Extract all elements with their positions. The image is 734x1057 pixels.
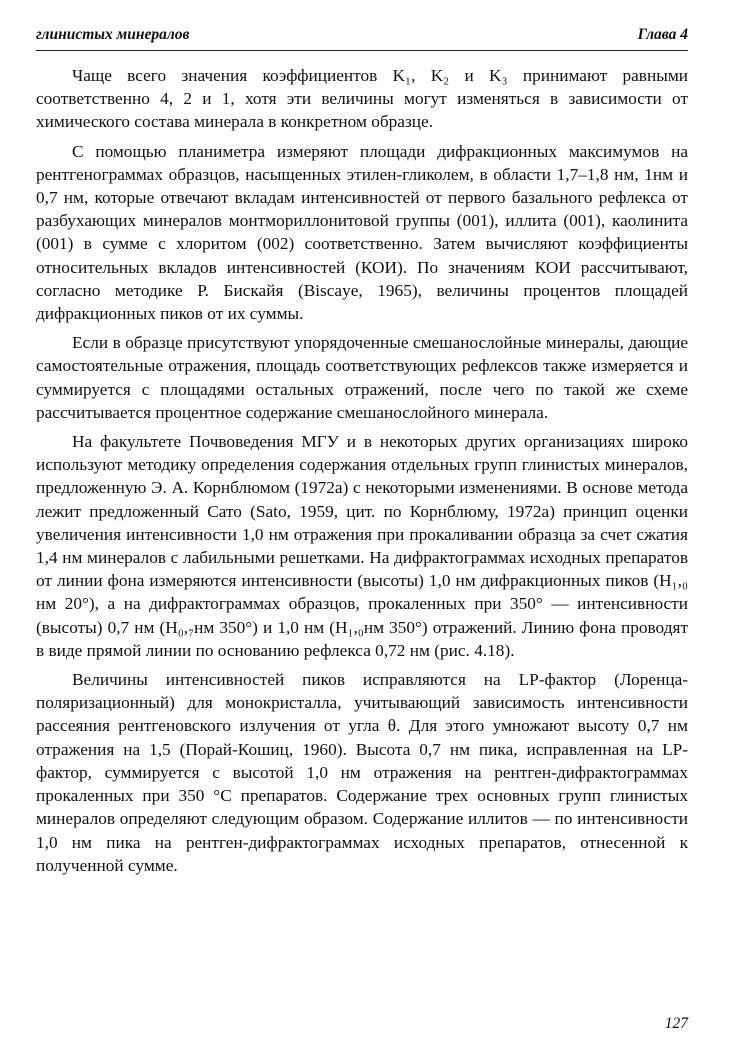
main-text xyxy=(36,64,688,883)
paragraph-4: На факультете Почвоведения МГУ и в некоторых других организациях широко используют методику определения содержания отдельных групп глинистых минералов, предложенную Э. А. Корнблюмом (1972а) с некоторыми изменениями. В основе метода лежит предложенный Сато (Sato, 1959, цит. по Корнблюму, 1972а) принцип оценки увеличения интенсивности 1,0 нм отражения при прокаливании образца за счет сжатия 1,4 нм минералов с лабильными решетками. На дифрактограммах исходных препаратов от линии фона измеряются интенсивности (высоты) 1,0 нм дифракционных пиков (H₁,₀ нм 20°), а на дифрактограммах образцов, прокаленных при 350° — интенсивности (высоты) 0,7 нм (H₀,₇нм 350°) и 1,0 нм (H₁,₀нм 350°) отражений. Линию фона проводят в виде прямой линии по основанию рефлекса 0,72 нм (рис. 4.18). xyxy=(36,432,688,660)
running-header-left: глинистых минералов xyxy=(36,26,190,43)
paragraph-1: Чаще всего значения коэффициентов K₁, K₂ и K₃ принимают равными соответственно 4, 2 и 1, хотя эти величины могут изменяться в зависимости от химического состава минерала в конкретном образце. xyxy=(36,66,688,132)
page-number: 127 xyxy=(664,1015,688,1032)
paragraph-3: Если в образце присутствуют упорядоченные смешанослойные минералы, дающие самостоятельные отражения, площадь соответствующих рефлексов также измеряется и суммируется с площадями остальных отражений, после чего по такой же схеме рассчитывается процентное содержание смешанослойного минерала. xyxy=(36,333,688,422)
paragraph-2: С помощью планиметра измеряют площади дифракционных максимумов на рентгенограммах образцов, насыщенных этилен-гликолем, в области 1,7–1,8 нм, 1нм и 0,7 нм, которые отвечают вкладам интенсивностей от первого базального рефлекса от разбухающих минералов монтмориллонитовой группы (001), иллита (001), каолинита (001) в сумме с хлоритом (002) соответственно. Затем вычисляют коэффициенты относительных вкладов интенсивностей (КОИ). По значениям КОИ рассчитывают, согласно методике Р. Бискайя (Biscaye, 1965), величины процентов площадей дифракционных пиков от их суммы. xyxy=(36,141,688,324)
header-rule xyxy=(36,50,688,51)
running-header-chapter: Глава 4 xyxy=(637,26,688,43)
paragraph-5: Величины интенсивностей пиков исправляются на LP-фактор (Лоренца-поляризационный) для монокристалла, учитывающий зависимость интенсивности рассеяния рентгеновского излучения от угла θ. Для этого умножают высоту 0,7 нм отражения на 1,5 (Порай-Кошиц, 1960). Высота 0,7 нм пика, исправленная на LP-фактор, суммируется с высотой 1,0 нм отражения на рентген-дифрактограммах прокаленных при 350 °C препаратов. Содержание трех основных групп глинистых минералов определяют следующим образом. Содержание иллитов — по интенсивности 1,0 нм пика на рентген-дифрактограммах исходных препаратов, отнесенной к полученной сумме. xyxy=(36,670,688,875)
